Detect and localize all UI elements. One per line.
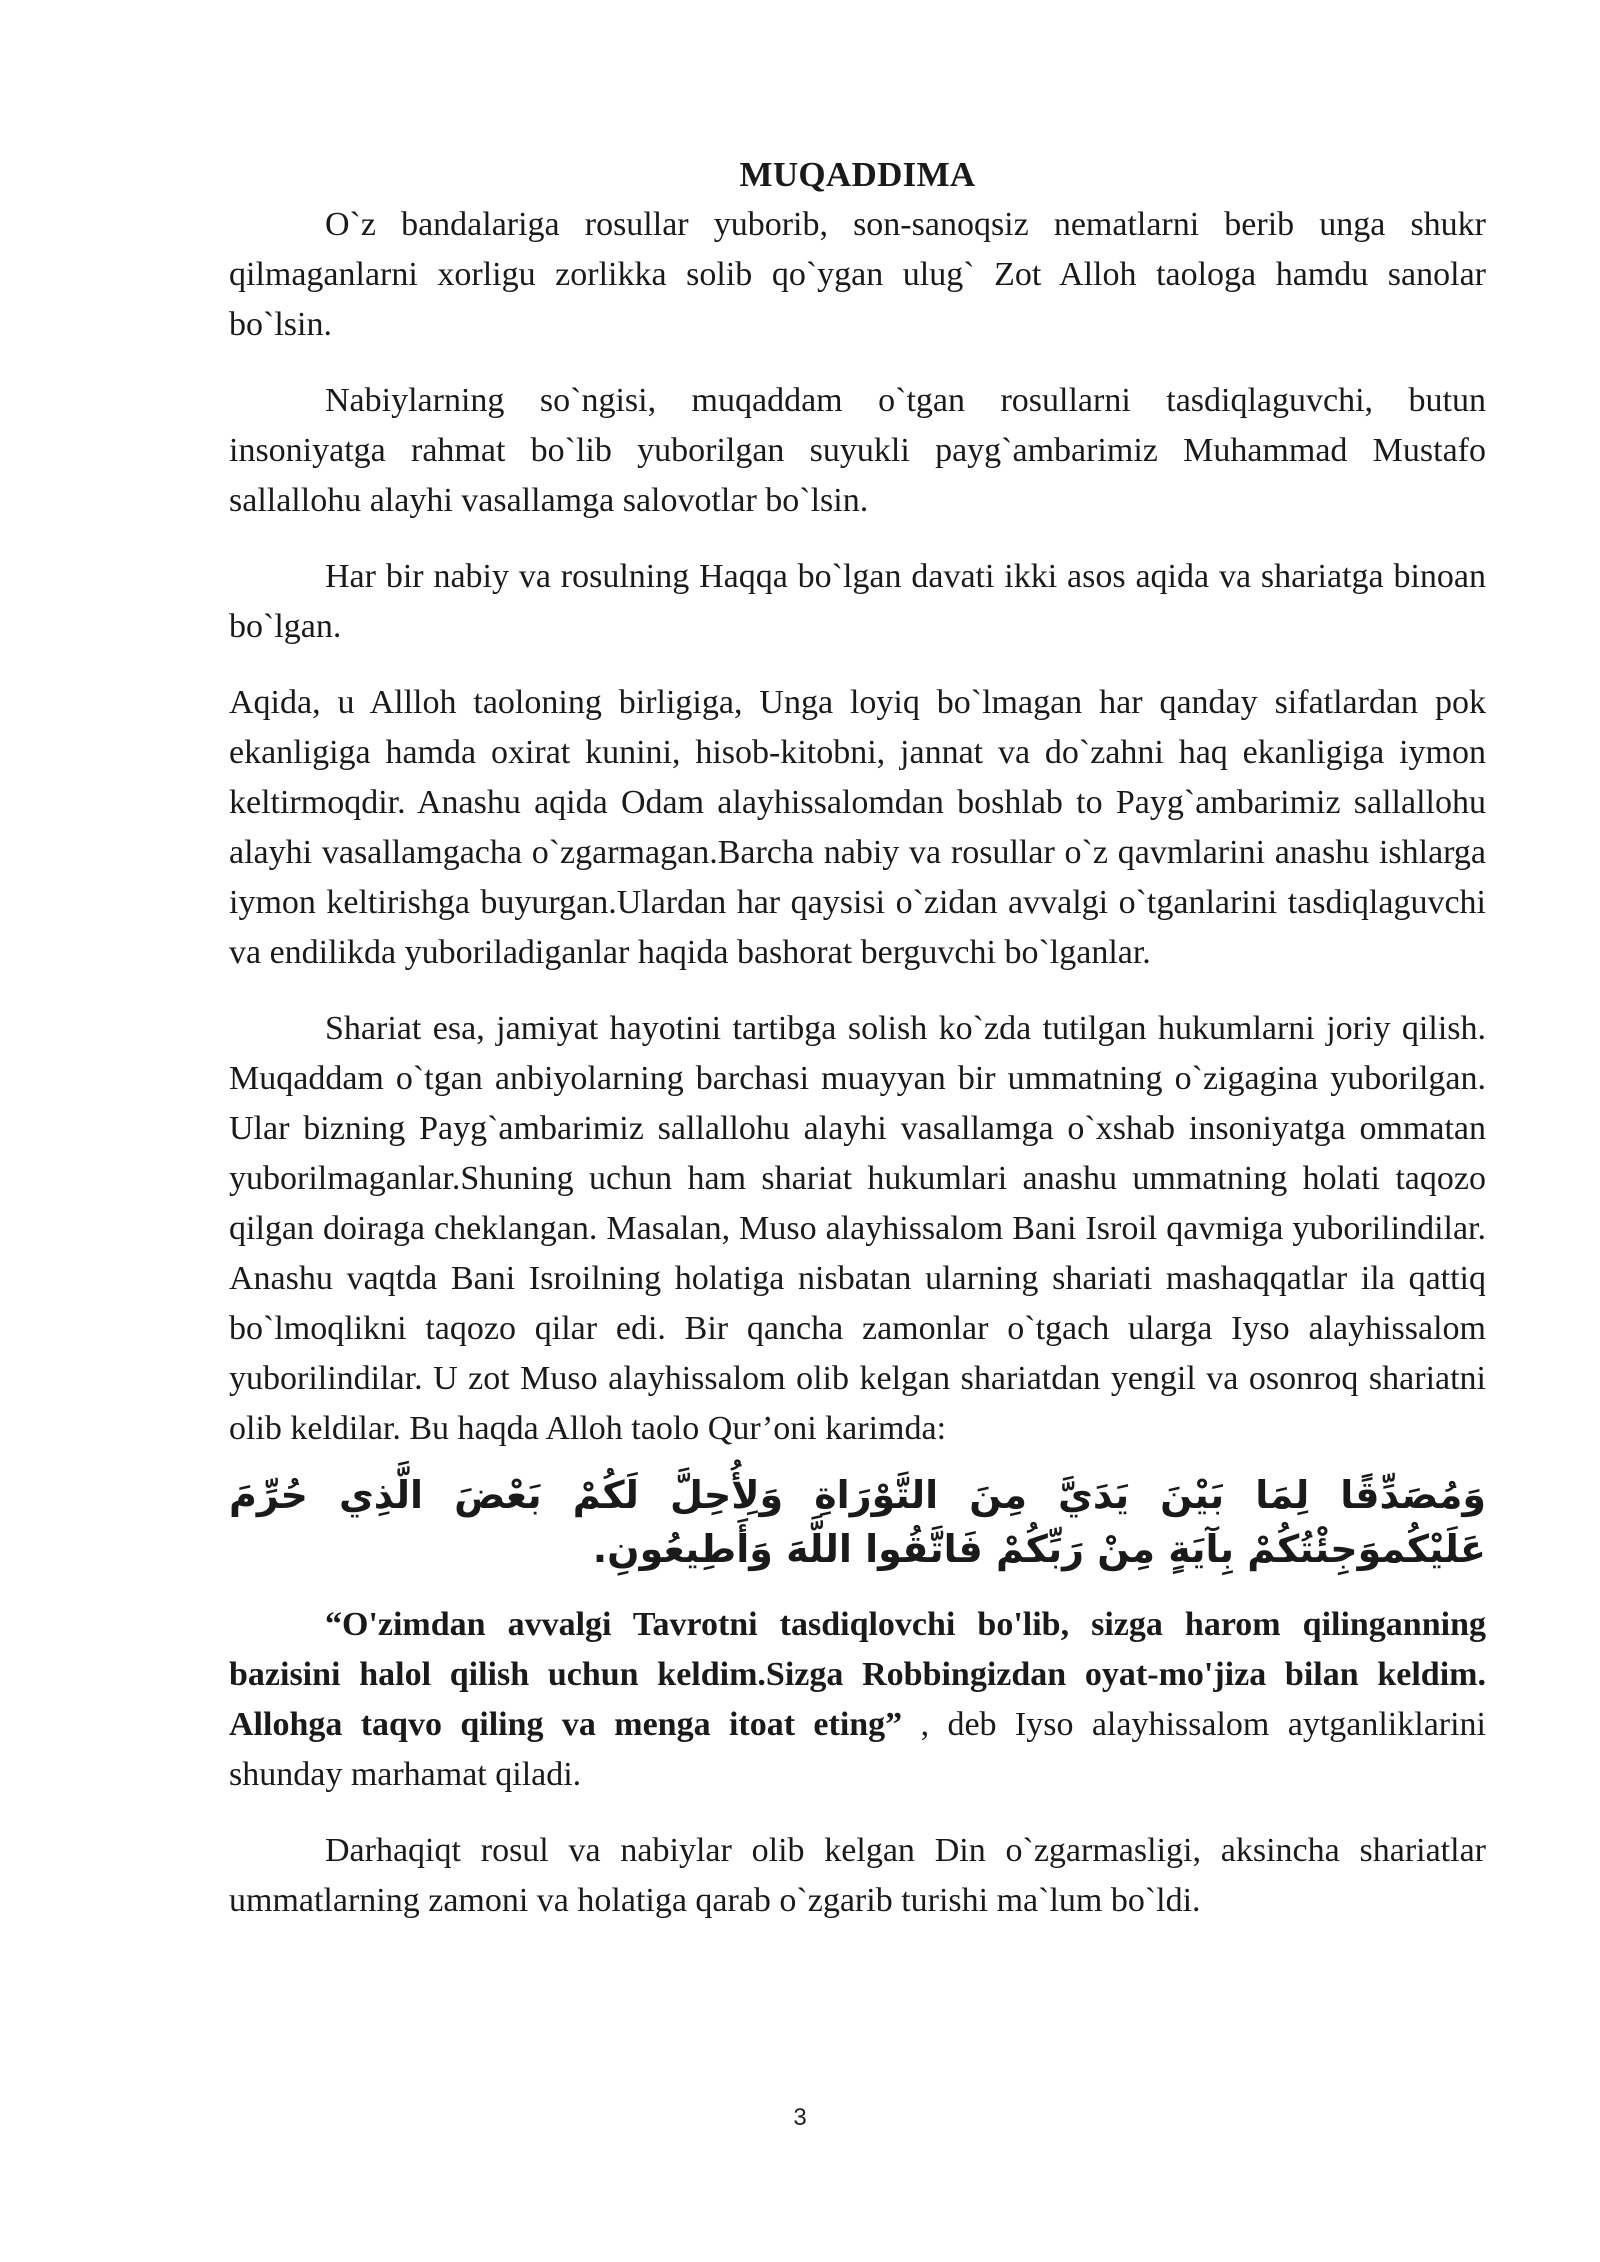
page-number: 3 [793,2104,807,2131]
verse-translation-bold: “O'zimdan avvalgi Tavrotni tasdiqlovchi bo'lib, sizga harom qilinganning bazisini halol qilish uchun keldim.Sizga Robbingizdan oyat-mo'jiza bilan keldim. Allohga taqvo qiling va menga itoat eting” [229,1606,1486,1743]
arabic-verse: وَمُصَدِّقًا لِمَا بَيْنَ يَدَيَّ مِنَ التَّوْرَاةِ وَلِأُحِلَّ لَكُمْ بَعْضَ الَّذِي حُرِّمَ عَلَيْكُموَجِئْتُكُمْ بِآيَةٍ مِنْ رَبِّكُمْ فَاتَّقُوا اللَّهَ وَأَطِيعُونِ. [229,1473,1486,1571]
document-page [229,150,1486,1926]
paragraph-conclusion: Darhaqiqt rosul va nabiylar olib kelgan Din o`zgarmasligi, aksincha shariatlar ummatlarning zamoni va holatiga qarab o`zgarib turishi ma`lum bo`ldi. [229,1832,1486,1919]
paragraph-shariat: Shariat esa, jamiyat hayotini tartibga solish ko`zda tutilgan hukumlarni joriy qilish. Muqaddam o`tgan anbiyolarning barchasi muayyan bir ummatning o`zigagina yuborilgan. Ular bizning Payg`ambarimiz sallallohu alayhi vasallamga o`xshab insoniyatga ommatan yuborilmaganlar.Shuning uchun ham shariat hukumlari anashu ummatning holati taqozo qilgan doiraga cheklangan. Masalan, Muso alayhissalom Bani Isroil qavmiga yuborilindilar. Anashu vaqtda Bani Isroilning holatiga nisbatan ularning shariati mashaqqatlar ila qattiq bo`lmoqlikni taqozo qilar edi. Bir qancha zamonlar o`tgach ularga Iyso alayhissalom yuborilindilar. U zot Muso alayhissalom olib kelgan shariatdan yengil va osonroq shariatni olib keldilar. Bu haqda Alloh taolo Qur’oni karimda: [229,1010,1486,1447]
page-title: MUQADDIMA [739,155,976,194]
paragraph-two-foundations: Har bir nabiy va rosulning Haqqa bo`lgan davati ikki asos aqida va shariatga binoan bo`lgan. [229,558,1486,645]
paragraph-aqida: Aqida, u Allloh taoloning birligiga, Unga loyiq bo`lmagan har qanday sifatlardan pok ekanligiga hamda oxirat kunini, hisob-kitobni, jannat va do`zahni haq ekanligiga iymon keltirmoqdir. Anashu aqida Odam alayhissalomdan boshlab to Payg`ambarimiz sallallohu alayhi vasallamgacha o`zgarmagan.Barcha nabiy va rosullar o`z qavmlarini anashu ishlarga iymon keltirishga buyurgan.Ulardan har qaysisi o`zidan avvalgi o`tganlarini tasdiqlaguvchi va endilikda yuboriladiganlar haqida bashorat berguvchi bo`lganlar. [229,684,1486,971]
verse-translation-tail: , deb Iyso alayhissalom aytganliklarini shunday marhamat qiladi. [229,1706,1486,1793]
paragraph-salutation: Nabiylarning so`ngisi, muqaddam o`tgan rosullarni tasdiqlaguvchi, butun insoniyatga rahmat bo`lib yuborilgan suyukli payg`ambarimiz Muhammad Mustafo sallallohu alayhi vasallamga salovotlar bo`lsin. [229,382,1486,519]
paragraph-praise: O`z bandalariga rosullar yuborib, son-sanoqsiz nematlarni berib unga shukr qilmaganlarni xorligu zorlikka solib qo`ygan ulug` Zot Alloh taologa hamdu sanolar bo`lsin. [229,206,1486,343]
paragraph-verse-translation [229,1600,1486,1800]
